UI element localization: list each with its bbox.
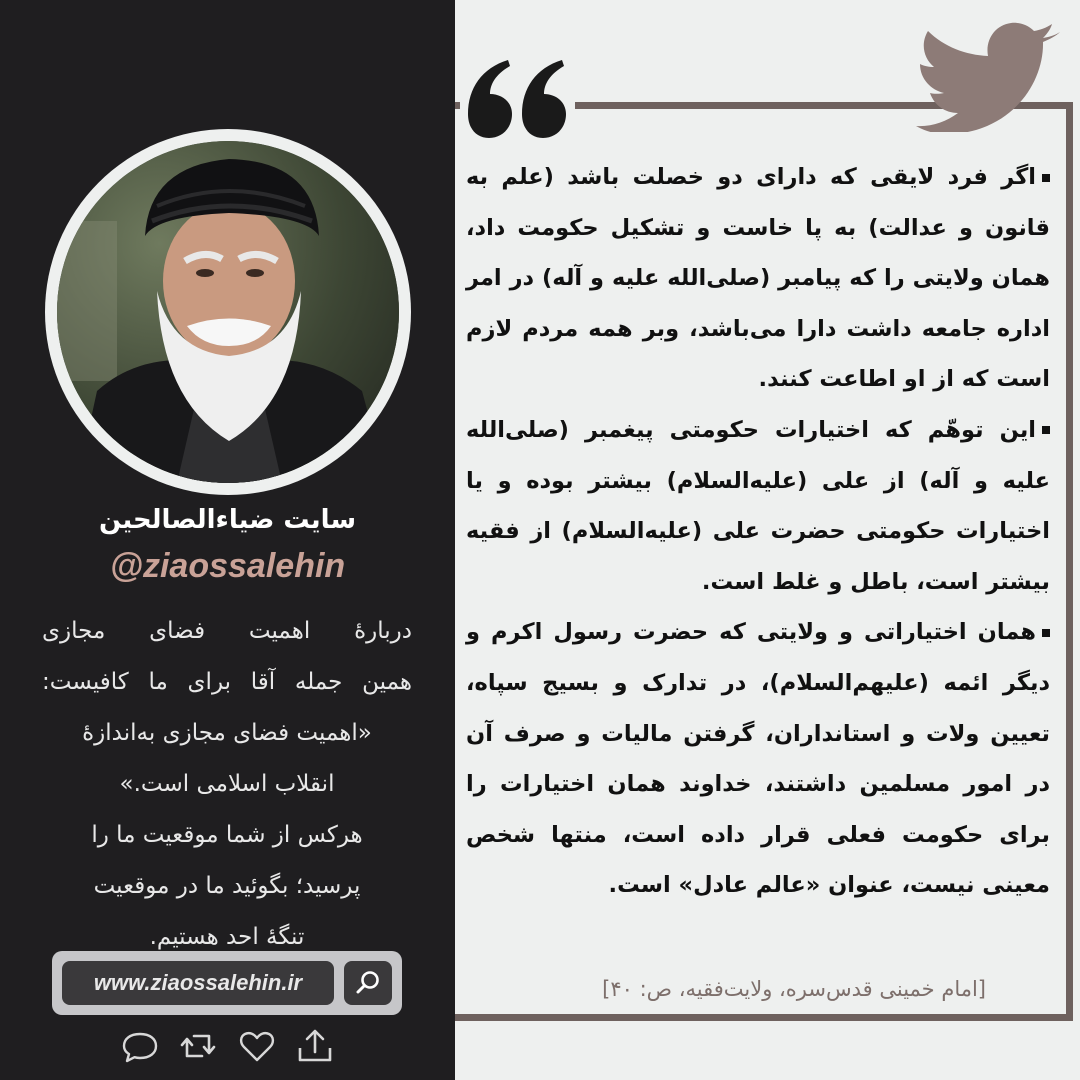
intro-text <box>42 606 412 963</box>
intro-line: «اهمیت فضای مجازی به‌اندازهٔ <box>82 720 372 746</box>
search-icon <box>354 969 382 997</box>
bullet-icon <box>1042 174 1050 182</box>
bullet-icon <box>1042 426 1050 434</box>
twitter-bird-icon <box>910 22 1065 132</box>
avatar <box>57 141 399 483</box>
tweet-actions <box>120 1024 335 1068</box>
intro-line: تنگهٔ احد هستیم. <box>149 924 305 950</box>
quote-paragraph: این توهّم که اختیارات حکومتی پیغمبر (صلی‌الله علیه و آله) از علی (علیه‌السلام) بیشتر بوده و یا اختیارات حکومتی حضرت علی (علیه‌السلام) از فقیه بیشتر است، باطل و غلط است. <box>466 416 1050 595</box>
portrait-image <box>57 141 399 483</box>
quote-paragraph: همان اختیاراتی و ولایتی که حضرت رسول اکرم و دیگر ائمه (علیهم‌السلام)، در تدارک و بسیج سپاه، تعیین ولات و استانداران، گرفتن مالیات و صرف آن در امور مسلمین داشتند، خداوند همان اختیارات را برای حکومت فعلی قرار داده است، منتها شخص معینی نیست، عنوان «عالم عادل» است. <box>466 619 1050 899</box>
search-bar <box>52 951 402 1015</box>
website-url[interactable]: www.ziaossalehin.ir <box>62 961 334 1005</box>
retweet-icon[interactable] <box>178 1026 218 1066</box>
quote-paragraph: اگر فرد لایقی که دارای دو خصلت باشد (علم به قانون و عدالت) به پا خاست و تشکیل حکومت داد، همان ولایتی را که پیامبر (صلی‌الله علیه و آله) در امر اداره جامعه داشت دارا می‌باشد، وبر همه مردم لازم است که از او اطاعت کنند. <box>466 164 1050 393</box>
quote-body <box>466 152 1050 911</box>
intro-line: انقلاب اسلامی است.» <box>119 771 335 797</box>
intro-line: دربارهٔ اهمیت فضای مجازی <box>42 618 412 644</box>
share-icon[interactable] <box>295 1026 335 1066</box>
search-button[interactable] <box>344 961 392 1005</box>
intro-line: همین جمله آقا برای ما کافیست: <box>42 669 412 695</box>
like-icon[interactable] <box>237 1026 277 1066</box>
quote-mark-icon <box>460 52 575 152</box>
citation: [امام خمینی قدس‌سره، ولایت‌فقیه، ص: ۴۰] <box>602 977 986 1001</box>
intro-line: هرکس از شما موقعیت ما را <box>91 822 363 848</box>
site-name: سایت ضیاءالصالحین <box>98 505 357 535</box>
bullet-icon <box>1042 629 1050 637</box>
profile-handle[interactable]: @ziaossalehin <box>109 547 346 585</box>
reply-icon[interactable] <box>120 1026 160 1066</box>
intro-line: پرسید؛ بگوئید ما در موقعیت <box>93 873 361 899</box>
